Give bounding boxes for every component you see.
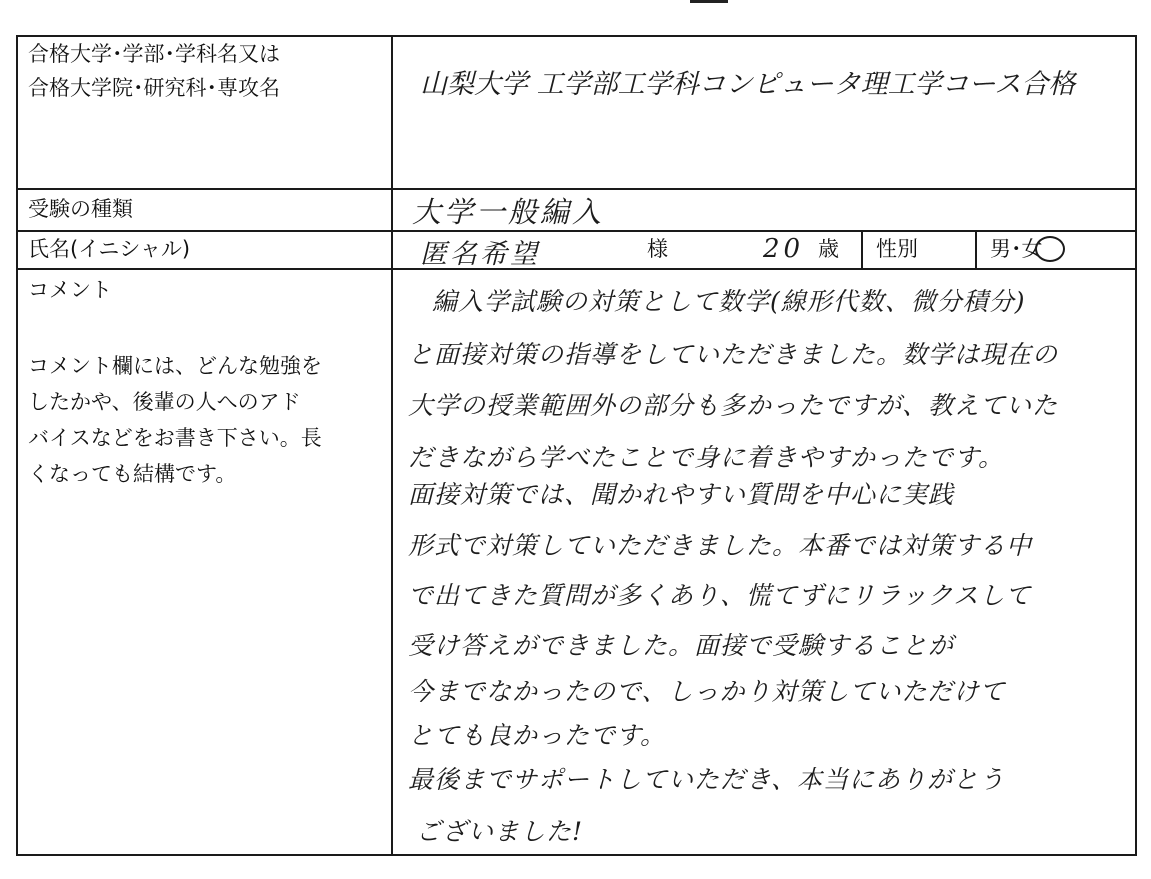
column-divider-gender-label [861,230,863,270]
comment-line: と面接対策の指導をしていただきました。数学は現在の [408,340,1059,369]
comment-line: 受け答えができました。面接で受験することが [408,631,955,660]
name-value: 匿名希望 [420,239,540,270]
comment-line: 編入学試験の対策として数学(線形代数、微分積分) [432,287,1026,316]
comment-line: 大学の授業範囲外の部分も多かったですが、教えていた [408,391,1059,420]
exam-type-label: 受験の種類 [28,197,133,221]
university-value: 山梨大学 工学部工学科コンピュータ理工学コース合格 [420,69,1076,100]
name-label: 氏名(イニシャル) [28,237,191,261]
gender-label: 性別 [876,237,918,261]
comment-line: 面接対策では、聞かれやすい質問を中心に実践 [408,480,955,509]
comment-instruction-line-1: コメント欄には、どんな勉強を [28,354,322,378]
exam-type-value: 大学一般編入 [412,195,605,229]
comment-line: だきながら学べたことで身に着きやすかったです。 [408,443,1005,472]
comment-instruction-line-3: バイスなどをお書き下さい。長 [28,426,322,450]
comment-label: コメント [28,278,112,302]
column-divider-gender-value [975,230,977,270]
comment-line: ございました! [416,817,584,846]
gender-options: 男･女 [990,237,1043,261]
comment-instruction-line-4: くなっても結構です。 [28,462,237,486]
comment-line: とても良かったです。 [408,721,667,750]
university-label-line-2: 合格大学院･研究科･専攻名 [28,76,280,100]
comment-line: 最後までサポートしていただき、本当にありがとう [408,765,1006,794]
comment-instruction-line-2: したかや、後輩の人へのアド [28,390,301,414]
comment-line: 今までなかったので、しっかり対策していただけて [408,677,1006,706]
university-label-line-1: 合格大学･学部･学科名又は [28,42,280,66]
comment-line: で出てきた質問が多くあり、慌てずにリラックスして [408,581,1032,610]
comment-line: 形式で対策していただきました。本番では対策する中 [408,531,1033,560]
table-border-bottom [16,854,1137,856]
sama-label: 様 [647,237,668,261]
top-edge-mark [690,0,728,9]
age-unit: 歳 [818,237,839,261]
gender-selected-circle [1035,236,1065,262]
age-value: 20 [763,234,805,264]
column-divider-main [391,35,393,856]
table-border-right [1135,35,1137,856]
table-border-top [16,35,1137,37]
row-divider-comment [16,268,1137,270]
table-border-left [16,35,18,856]
